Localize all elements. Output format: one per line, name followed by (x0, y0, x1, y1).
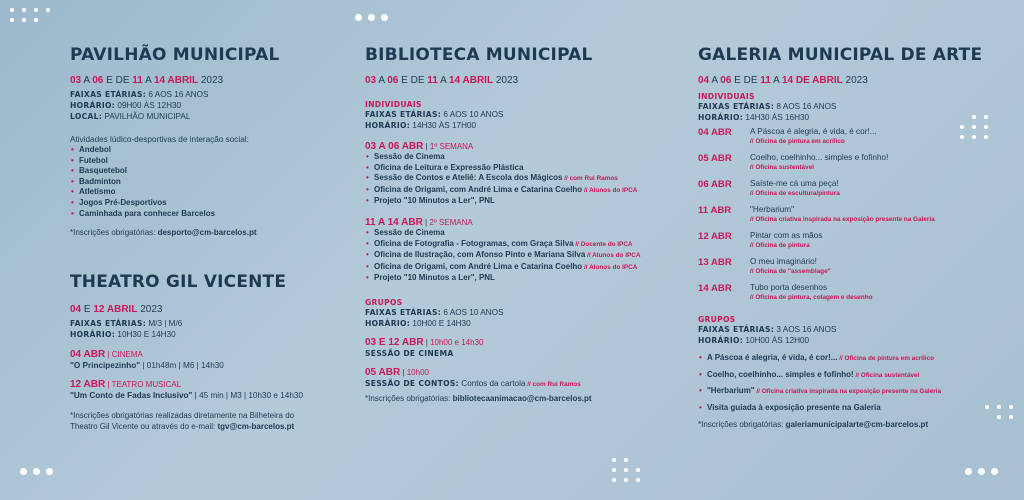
pavilhao-inscricoes (70, 227, 350, 238)
event-note: // Oficina de "assemblage" (750, 268, 831, 275)
event-title: "Herbarium" (750, 205, 795, 214)
date-b: 12 ABRIL (93, 304, 138, 315)
event-date: 14 ABR (698, 283, 732, 294)
event-body (750, 205, 935, 225)
list-item (698, 353, 998, 365)
week-date: 03 A 06 ABR (365, 141, 424, 152)
time-value: 14H30 ÀS 16H30 (743, 113, 810, 122)
event-body (750, 283, 873, 303)
event-date: 03 E 12 ABR (365, 336, 424, 348)
list-item: • Caminhada para conhecer Barcelos (70, 209, 350, 220)
ages-label: FAIXAS ETÁRIAS: (698, 102, 775, 111)
list-item (698, 386, 998, 398)
galeria-title: GALERIA MUNICIPAL DE ARTE (698, 45, 983, 65)
galeria-event (698, 231, 998, 251)
biblioteca-individuais-label: INDIVIDUAIS (365, 100, 422, 109)
ins-label: *Inscrições obrigatórias: (698, 420, 786, 430)
event-title: Coelho, coelhinho... simples e fofinho! (750, 153, 889, 162)
item-text: "Herbarium" (707, 386, 755, 396)
ages-value: M/3 | M/6 (146, 319, 183, 328)
theatro-ages (70, 318, 360, 329)
date-d: 14 DE ABRIL (781, 75, 843, 86)
ages-value: 6 AOS 10 ANOS (441, 110, 504, 119)
email-link[interactable]: galeriamunicipalarte@cm-barcelos.pt (785, 420, 929, 430)
date-c: 11 (132, 75, 143, 86)
time-label: HORÁRIO: (365, 121, 411, 130)
item-note: // com Rui Ramos (562, 175, 618, 183)
item-text: Sessão de Cinema (374, 227, 445, 237)
event-sep: | (400, 367, 407, 377)
date-sep: A (81, 75, 93, 86)
event-type: | TEATRO MUSICAL (105, 380, 182, 389)
event-info: | 01h48m | M6 | 14h30 (140, 361, 224, 370)
time-value: 10H00 E 14H30 (410, 318, 471, 328)
ins-label: Theatro Gil Vicente ou através do e-mail: (70, 422, 218, 431)
week-date: 11 A 14 ABR (365, 216, 423, 228)
date-sep: A (437, 75, 449, 86)
time-label: HORÁRIO: (365, 318, 411, 328)
time-value: 09H00 ÀS 12H30 (115, 101, 182, 110)
decorative-dots-top-center (355, 14, 395, 26)
theatro-event-2-date (70, 379, 360, 390)
biblioteca-group-1-header (365, 337, 685, 348)
ages-value: 8 AOS 16 ANOS (774, 102, 837, 111)
galeria-event (698, 257, 998, 277)
galeria-event (698, 127, 998, 147)
ages-value: 3 AOS 16 ANOS (774, 325, 837, 334)
item-text: Oficina de Leitura e Expressão Plástica (374, 162, 524, 172)
item-text: Oficina de Fotografia - Fotogramas, com Graça Silva (374, 238, 574, 248)
pavilhao-activities (70, 145, 350, 219)
list-item: • Futebol (70, 156, 350, 167)
item-note: // com Rui Ramos (525, 380, 581, 388)
list-item (698, 370, 998, 382)
item-note: // Oficina sustentável (853, 371, 920, 379)
event-title: "Um Conto de Fadas Inclusivo" (70, 391, 193, 400)
biblioteca-week-2-list (365, 228, 685, 284)
time-value: 14H30 ÀS 17H00 (410, 121, 477, 130)
date-sep: A (376, 75, 388, 86)
ins-label: *Inscrições obrigatórias: (365, 393, 453, 403)
event-body (750, 127, 877, 147)
event-body (750, 257, 831, 277)
list-item (365, 228, 685, 239)
time-label: HORÁRIO: (70, 330, 116, 339)
event-date: 06 ABR (698, 179, 732, 190)
ages-label: FAIXAS ETÁRIAS: (365, 110, 442, 119)
date-year: 2023 (493, 75, 519, 86)
galeria-individuais-label: INDIVIDUAIS (698, 92, 755, 101)
event-note: // Oficina criativa inspirada na exposição presente na Galeria (750, 216, 935, 223)
item-text: Coelho, coelhinho... simples e fofinho! (707, 369, 854, 379)
pavilhao-time (70, 100, 350, 111)
biblioteca-group-2-name (365, 378, 685, 390)
event-body (750, 179, 840, 199)
theatro-section (70, 272, 360, 432)
event-date: 13 ABR (698, 257, 732, 268)
time-label: HORÁRIO: (698, 336, 744, 345)
list-item (365, 196, 685, 207)
ages-label: FAIXAS ETÁRIAS: (70, 90, 147, 99)
date-a: 03 (70, 75, 82, 86)
galeria-section (698, 45, 998, 430)
date-year: 2023 (842, 75, 868, 86)
theatro-event-1-date (70, 349, 360, 360)
pavilhao-title: PAVILHÃO MUNICIPAL (70, 45, 280, 65)
galeria-group-ages (698, 324, 998, 335)
galeria-event (698, 283, 998, 303)
event-info: | 45 min | M3 | 10h30 e 14h30 (192, 391, 304, 400)
biblioteca-group-1-name: SESSÃO DE CINEMA (365, 348, 454, 358)
item-text: A Páscoa é alegria, é vida, é cor!... (707, 353, 838, 362)
item-note: // Oficina de pintura em acrílico (837, 355, 935, 362)
biblioteca-week-2-header (365, 217, 685, 228)
item-note: // Alunos do IPCA (585, 252, 641, 260)
biblioteca-group-ages (365, 307, 685, 318)
decorative-dots-top-left (10, 8, 70, 28)
event-title: Tubo porta desenhos (750, 283, 828, 292)
date-sep: E DE (731, 75, 761, 86)
email-link[interactable]: tgv@cm-barcelos.pt (217, 422, 295, 431)
biblioteca-ages (365, 109, 685, 120)
event-title: O meu imaginário! (750, 257, 817, 266)
ages-label: FAIXAS ETÁRIAS: (365, 307, 442, 317)
biblioteca-week-1-header (365, 141, 685, 152)
date-year: 2023 (198, 75, 224, 86)
item-text: Oficina de Ilustração, com Afonso Pinto e Mariana Silva (374, 250, 586, 260)
event-date: 12 ABR (698, 231, 732, 242)
event-note: // Oficina de pintura em acrílico (750, 138, 845, 145)
date-a: 03 (365, 75, 377, 86)
event-note: // Oficina de pintura, colagem e desenho (750, 294, 873, 301)
ins-label: *Inscrições obrigatórias: (70, 228, 158, 238)
item-text: Sessão de Cinema (374, 152, 445, 161)
date-sep: E (81, 304, 94, 315)
item-text: Projeto "10 Minutos a Ler", PNL (374, 196, 495, 206)
time-value: 10H00 ÀS 12H00 (743, 336, 810, 345)
event-date: 04 ABR (70, 349, 106, 360)
date-d: 14 ABRIL (448, 75, 494, 86)
ages-value: 6 AOS 16 ANOS (146, 90, 209, 99)
list-item: • Jogos Pré-Desportivos (70, 198, 350, 209)
event-note: // Oficina sustentável (750, 164, 814, 171)
item-text: Oficina de Origami, com André Lima e Catarina Coelho (374, 261, 583, 271)
biblioteca-title: BIBLIOTECA MUNICIPAL (365, 45, 593, 65)
event-title: "O Principezinho" (70, 361, 141, 370)
ages-label: FAIXAS ETÁRIAS: (698, 325, 775, 334)
event-type: | CINEMA (105, 350, 143, 359)
time-label: HORÁRIO: (70, 101, 116, 110)
date-sep: E DE (398, 75, 428, 86)
galeria-events (698, 127, 998, 303)
biblioteca-grupos-label: GRUPOS (365, 297, 403, 307)
date-c: 11 (760, 75, 771, 86)
galeria-time (698, 112, 998, 123)
date-sep: A (142, 75, 154, 86)
list-item: • Basquetebol (70, 166, 350, 177)
theatro-event-1 (70, 360, 360, 371)
date-d: 14 ABRIL (153, 75, 199, 86)
place-label: LOCAL: (70, 112, 103, 121)
list-item: • Badminton (70, 177, 350, 188)
item-text: Visita guiada à exposição presente na Galeria (707, 402, 881, 412)
event-title: Saíste-me cá uma peça! (750, 179, 839, 188)
date-a: 04 (698, 75, 710, 86)
event-date: 11 ABR (698, 205, 732, 216)
decorative-dots-bottom-center (612, 458, 652, 488)
biblioteca-section (365, 45, 685, 404)
date-sep: A (770, 75, 782, 86)
list-item (365, 250, 685, 262)
pavilhao-section (70, 45, 350, 238)
list-item: • Andebol (70, 145, 350, 156)
event-note: // Oficina de pintura (750, 242, 810, 249)
event-date: 05 ABR (365, 366, 401, 378)
item-text: Projeto "10 Minutos a Ler", PNL (374, 273, 495, 283)
decorative-dots-bottom-left (20, 468, 60, 480)
ages-value: 6 AOS 10 ANOS (441, 307, 504, 317)
ages-label: FAIXAS ETÁRIAS: (70, 319, 147, 328)
event-note: // Oficina de escultura/pintura (750, 190, 840, 197)
date-b: 06 (387, 75, 399, 86)
event-date: 04 ABR (698, 127, 732, 138)
pavilhao-place (70, 111, 350, 122)
event-date: 12 ABR (70, 379, 106, 390)
date-b: 06 (92, 75, 104, 86)
galeria-group-time (698, 335, 998, 346)
biblioteca-group-time (365, 318, 685, 329)
item-text: Oficina de Origami, com André Lima e Catarina Coelho (374, 184, 583, 194)
list-item (365, 163, 685, 174)
biblioteca-week-1-list (365, 152, 685, 207)
theatro-dates (70, 304, 360, 315)
list-item (365, 239, 685, 251)
event-title: A Páscoa é alegria, é vida, é cor!... (750, 127, 877, 136)
item-note: // Docente do IPCA (573, 240, 633, 248)
list-item (365, 152, 685, 163)
biblioteca-inscricoes (365, 393, 685, 404)
event-body (750, 153, 888, 173)
item-note: // Alunos do IPCA (582, 186, 638, 194)
theatro-time (70, 329, 360, 340)
date-sep: A (709, 75, 721, 86)
pavilhao-ages (70, 89, 350, 100)
date-c: 11 (427, 75, 438, 86)
list-item (365, 262, 685, 274)
galeria-event (698, 179, 998, 199)
pavilhao-intro: Atividades lúdico-desportivas de interação social: (70, 135, 249, 144)
galeria-group-list (698, 353, 998, 413)
time-label: HORÁRIO: (698, 113, 744, 122)
list-item (365, 273, 685, 284)
date-a: 04 (70, 304, 82, 315)
event-title: Pintar com as mãos (750, 231, 823, 240)
list-item (365, 173, 685, 185)
galeria-inscricoes (698, 419, 998, 430)
item-text: Sessão de Contos e Ateliê: A Escola dos Mágicos (374, 173, 563, 183)
week-sep: | (422, 217, 430, 227)
galeria-dates (698, 75, 998, 86)
event-date: 05 ABR (698, 153, 732, 164)
date-sep: E DE (103, 75, 133, 86)
time-value: 10H30 E 14H30 (115, 330, 176, 339)
week-name: 1º SEMANA (429, 142, 474, 151)
list-item (698, 403, 998, 414)
theatro-title: THEATRO GIL VICENTE (70, 272, 287, 292)
event-time: 10h00 e 14h30 (430, 337, 484, 347)
theatro-event-2 (70, 390, 360, 401)
date-b: 06 (720, 75, 732, 86)
galeria-ages (698, 101, 998, 112)
list-item: • Atletismo (70, 187, 350, 198)
event-time: 10h00 (406, 367, 429, 377)
event-body (750, 231, 822, 251)
date-year: 2023 (137, 304, 163, 315)
biblioteca-group-2-header (365, 367, 685, 378)
week-sep: | (423, 142, 430, 151)
email-link[interactable]: bibliotecaanimacao@cm-barcelos.pt (452, 393, 592, 403)
event-sep: | (423, 337, 431, 347)
event-name: SESSÃO DE CONTOS: (365, 378, 459, 388)
biblioteca-time (365, 120, 685, 131)
week-name: 2º SEMANA (429, 217, 473, 227)
theatro-inscricoes-1: *Inscrições obrigatórias realizadas diretamente na Bilheteira do (70, 411, 295, 420)
pavilhao-dates (70, 75, 350, 86)
place-value: PAVILHÃO MUNICIPAL (102, 112, 191, 121)
list-item (365, 185, 685, 197)
galeria-event (698, 153, 998, 173)
decorative-dots-bottom-right (965, 468, 1005, 480)
email-link[interactable]: desporto@cm-barcelos.pt (157, 228, 257, 238)
galeria-grupos-label: GRUPOS (698, 315, 736, 324)
biblioteca-dates (365, 75, 685, 86)
galeria-event (698, 205, 998, 225)
item-note: // Alunos do IPCA (582, 263, 638, 271)
item-note: // Oficina criativa inspirada na exposição presente na Galeria (754, 388, 942, 396)
theatro-inscricoes-2 (70, 421, 360, 432)
event-title: Contos da cartola (459, 378, 526, 388)
